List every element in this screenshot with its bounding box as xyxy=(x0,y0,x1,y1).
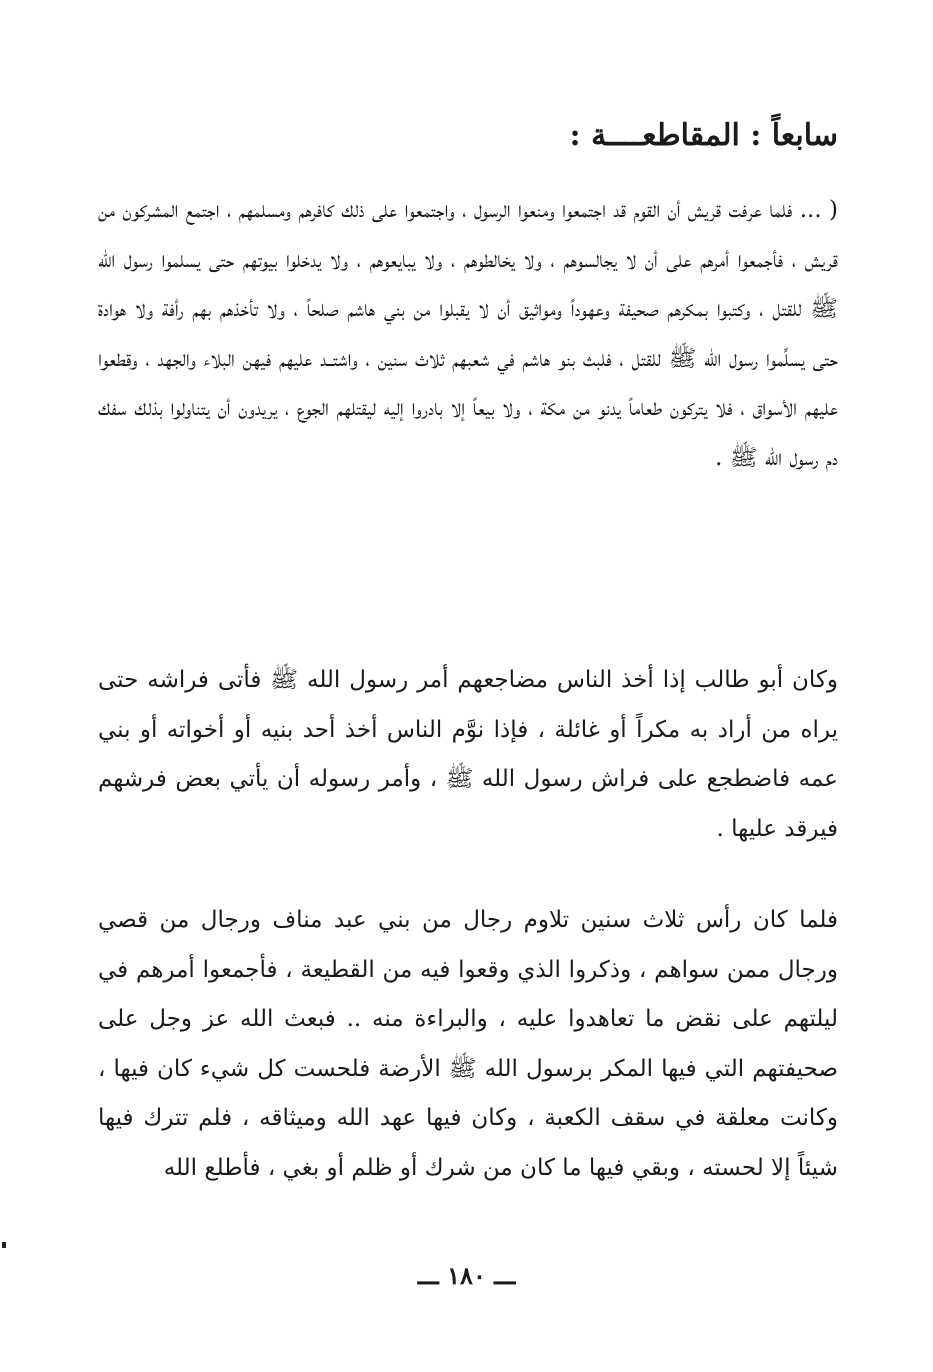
paragraph-3: فلما كان رأس ثلاث سنين تلاوم رجال من بني عبد مناف ورجال من قصي ورجال ممن سواهم ، وذكروا الذي وقعوا فيه من القطيعة ، فأجمعوا أمرهم في ليلتهم على نقض ما تعاهدوا عليه ، والبراءة منه .. فبعث الله عز وجل على صحيفتهم التي فيها المكر برسول الله ﷺ الأرضة فلحست كل شيء كان فيها ، وكانت معلقة في سقف الكعبة ، وكان فيها عهد الله وميثاقه ، فلم تترك فيها شيئاً إلا لحسته ، وبقي فيها ما كان من شرك أو ظلم أو بغي ، فأطلع الله xyxy=(98,907,838,1181)
section-heading: سابعاً : المقاطعــــة : xyxy=(569,118,838,153)
paragraph-2: وكان أبو طالب إذا أخذ الناس مضاجعهم أمر رسول الله ﷺ فأتى فراشه حتى يراه من أراد به مكراً أو غائلة ، فإذا نوَّم الناس أخذ أحد بنيه أو أخواته أو بني عمه فاضطجع على فراش رسول الله ﷺ ، وأمر رسوله أن يأتي بعض فرشهم فيرقد عليها . xyxy=(98,667,838,842)
paragraph-1: ( ... فلما عرفت قريش أن القوم قد اجتمعوا ومنعوا الرسول ، واجتمعوا على ذلك كافرهم ومسلمهم ، اجتمع المشركون من قريش ، فأجمعوا أمرهم على أن لا يجالسوهم ، ولا يخالطوهم ، ولا يبايعوهم ، ولا يدخلوا بيوتهم حتى يسلموا رسول الله ﷺ للقتل ، وكتبوا بمكرهم صحيفة وعهوداً ومواثيق أن لا يقبلوا من بني هاشم صلحاً ، ولا تأخذهم بهم رأفة ولا هوادة حتى يسلِّموا رسول الله ﷺ للقتل ، فلبث بنو هاشم في شعبهم ثلاث سنين ، واشتــد عليهم فيهن البلاء والجهد ، وقطعوا عليهم الأسواق ، فلا يتركون طعاماً يدنو من مكة ، ولا بيعاً إلا بادروا إليه ليقتلهم الجوع ، يريدون أن يتناولوا بذلك سفك دم رسول الله ﷺ . xyxy=(98,197,838,471)
page-number: ـــ ١٨٠ ـــ xyxy=(417,1261,516,1290)
scan-speck xyxy=(2,1242,6,1248)
